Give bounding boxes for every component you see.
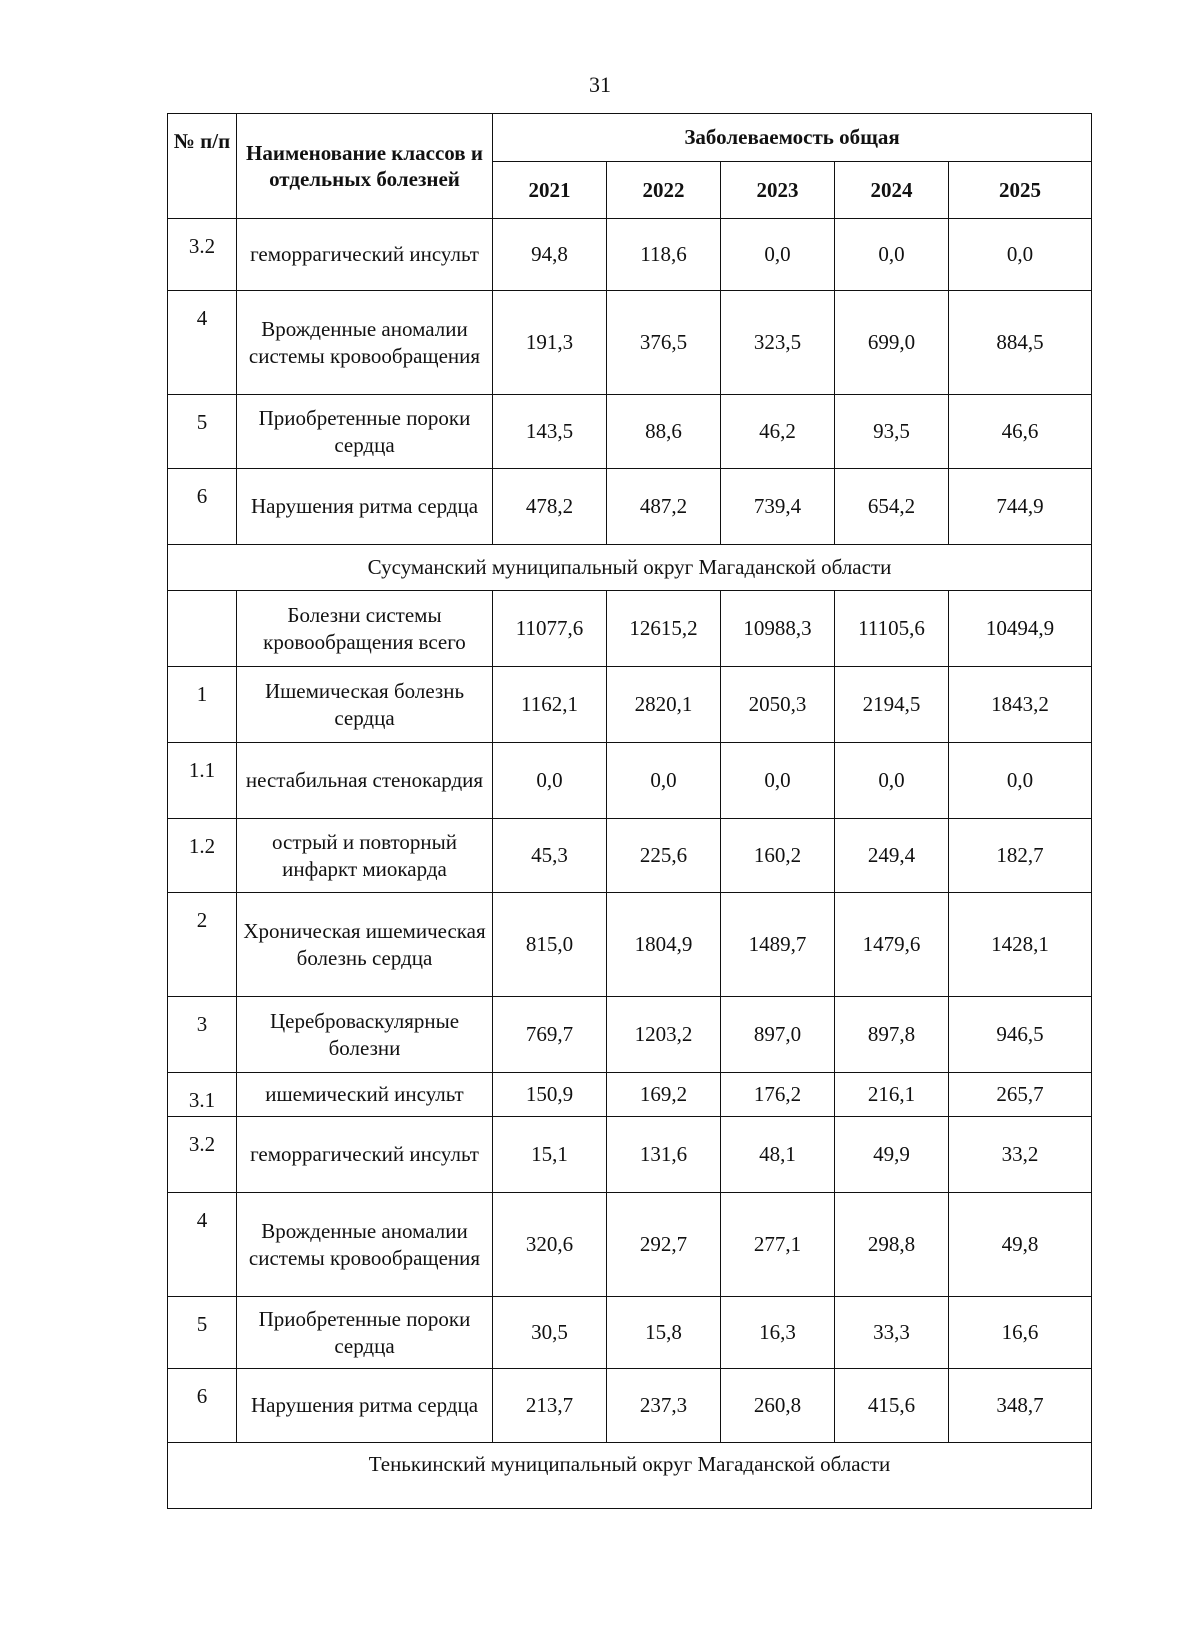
table-row	[168, 219, 1092, 291]
value-cell: 16,3	[721, 1297, 835, 1369]
table-row	[168, 1117, 1092, 1193]
value-cell: 0,0	[607, 743, 721, 819]
value-cell: 0,0	[721, 743, 835, 819]
section-title: Тенькинский муниципальный округ Магаданской области	[168, 1443, 1092, 1509]
row-number: 1.2	[168, 819, 237, 893]
value-cell: 10494,9	[949, 591, 1092, 667]
table-row	[168, 291, 1092, 395]
value-cell: 12615,2	[607, 591, 721, 667]
value-cell: 48,1	[721, 1117, 835, 1193]
value-cell: 2050,3	[721, 667, 835, 743]
row-number	[168, 591, 237, 667]
value-cell: 33,3	[835, 1297, 949, 1369]
header-num: № п/п	[168, 114, 237, 219]
value-cell: 1428,1	[949, 893, 1092, 997]
page-number: 31	[589, 72, 611, 97]
row-number: 1	[168, 667, 237, 743]
value-cell: 260,8	[721, 1369, 835, 1443]
value-cell: 182,7	[949, 819, 1092, 893]
value-cell: 176,2	[721, 1073, 835, 1117]
section-title: Сусуманский муниципальный округ Магаданской области	[168, 545, 1092, 591]
value-cell: 739,4	[721, 469, 835, 545]
value-cell: 46,2	[721, 395, 835, 469]
row-number: 3.1	[168, 1073, 237, 1117]
value-cell: 478,2	[493, 469, 607, 545]
disease-name: Болезни системы кровообращения всего	[237, 591, 493, 667]
value-cell: 30,5	[493, 1297, 607, 1369]
table-row	[168, 743, 1092, 819]
value-cell: 213,7	[493, 1369, 607, 1443]
disease-name: Врожденные аномалии системы кровообращения	[237, 1193, 493, 1297]
value-cell: 0,0	[949, 219, 1092, 291]
disease-name: Врожденные аномалии системы кровообращения	[237, 291, 493, 395]
table-row	[168, 1193, 1092, 1297]
value-cell: 415,6	[835, 1369, 949, 1443]
value-cell: 487,2	[607, 469, 721, 545]
value-cell: 897,8	[835, 997, 949, 1073]
value-cell: 118,6	[607, 219, 721, 291]
disease-name: ишемический инсульт	[237, 1073, 493, 1117]
value-cell: 1203,2	[607, 997, 721, 1073]
disease-name: острый и повторный инфаркт миокарда	[237, 819, 493, 893]
value-cell: 46,6	[949, 395, 1092, 469]
value-cell: 93,5	[835, 395, 949, 469]
value-cell: 15,1	[493, 1117, 607, 1193]
value-cell: 160,2	[721, 819, 835, 893]
disease-name: Приобретенные пороки сердца	[237, 1297, 493, 1369]
row-number: 6	[168, 469, 237, 545]
value-cell: 216,1	[835, 1073, 949, 1117]
value-cell: 10988,3	[721, 591, 835, 667]
disease-name: геморрагический инсульт	[237, 1117, 493, 1193]
row-number: 5	[168, 1297, 237, 1369]
value-cell: 884,5	[949, 291, 1092, 395]
row-number: 6	[168, 1369, 237, 1443]
value-cell: 946,5	[949, 997, 1092, 1073]
value-cell: 15,8	[607, 1297, 721, 1369]
value-cell: 169,2	[607, 1073, 721, 1117]
table-row	[168, 819, 1092, 893]
value-cell: 237,3	[607, 1369, 721, 1443]
table-row	[168, 1369, 1092, 1443]
value-cell: 699,0	[835, 291, 949, 395]
row-number: 2	[168, 893, 237, 997]
value-cell: 292,7	[607, 1193, 721, 1297]
value-cell: 2194,5	[835, 667, 949, 743]
value-cell: 815,0	[493, 893, 607, 997]
value-cell: 131,6	[607, 1117, 721, 1193]
value-cell: 277,1	[721, 1193, 835, 1297]
value-cell: 348,7	[949, 1369, 1092, 1443]
row-number: 3.2	[168, 219, 237, 291]
section-row	[168, 545, 1092, 591]
value-cell: 49,8	[949, 1193, 1092, 1297]
disease-name: Цереброваскулярные болезни	[237, 997, 493, 1073]
disease-name: геморрагический инсульт	[237, 219, 493, 291]
header-year: 2021	[493, 162, 607, 219]
disease-name: Приобретенные пороки сердца	[237, 395, 493, 469]
table-row	[168, 469, 1092, 545]
value-cell: 11077,6	[493, 591, 607, 667]
table-row	[168, 997, 1092, 1073]
table-row	[168, 1297, 1092, 1369]
value-cell: 1162,1	[493, 667, 607, 743]
row-number: 3	[168, 997, 237, 1073]
value-cell: 1489,7	[721, 893, 835, 997]
value-cell: 49,9	[835, 1117, 949, 1193]
value-cell: 0,0	[835, 219, 949, 291]
value-cell: 323,5	[721, 291, 835, 395]
value-cell: 191,3	[493, 291, 607, 395]
value-cell: 88,6	[607, 395, 721, 469]
value-cell: 94,8	[493, 219, 607, 291]
header-year: 2024	[835, 162, 949, 219]
value-cell: 2820,1	[607, 667, 721, 743]
row-number: 3.2	[168, 1117, 237, 1193]
disease-name: нестабильная стенокардия	[237, 743, 493, 819]
value-cell: 320,6	[493, 1193, 607, 1297]
section-row	[168, 1443, 1092, 1509]
value-cell: 33,2	[949, 1117, 1092, 1193]
value-cell: 225,6	[607, 819, 721, 893]
row-number: 1.1	[168, 743, 237, 819]
header-name: Наименование классов и отдельных болезней	[237, 114, 493, 219]
header-year: 2023	[721, 162, 835, 219]
disease-name: Хроническая ишемическая болезнь сердца	[237, 893, 493, 997]
value-cell: 376,5	[607, 291, 721, 395]
disease-name: Нарушения ритма сердца	[237, 469, 493, 545]
disease-name: Нарушения ритма сердца	[237, 1369, 493, 1443]
morbidity-table	[167, 113, 1092, 1509]
table-body	[168, 219, 1092, 1509]
value-cell: 0,0	[835, 743, 949, 819]
header-year: 2025	[949, 162, 1092, 219]
table-row	[168, 591, 1092, 667]
table-row	[168, 395, 1092, 469]
value-cell: 1479,6	[835, 893, 949, 997]
value-cell: 769,7	[493, 997, 607, 1073]
value-cell: 744,9	[949, 469, 1092, 545]
value-cell: 150,9	[493, 1073, 607, 1117]
table-row	[168, 1073, 1092, 1117]
value-cell: 1843,2	[949, 667, 1092, 743]
value-cell: 143,5	[493, 395, 607, 469]
value-cell: 897,0	[721, 997, 835, 1073]
header-year: 2022	[607, 162, 721, 219]
header-row-top	[168, 114, 1092, 162]
value-cell: 1804,9	[607, 893, 721, 997]
value-cell: 654,2	[835, 469, 949, 545]
value-cell: 45,3	[493, 819, 607, 893]
row-number: 5	[168, 395, 237, 469]
value-cell: 0,0	[949, 743, 1092, 819]
value-cell: 265,7	[949, 1073, 1092, 1117]
value-cell: 0,0	[721, 219, 835, 291]
row-number: 4	[168, 1193, 237, 1297]
value-cell: 11105,6	[835, 591, 949, 667]
value-cell: 16,6	[949, 1297, 1092, 1369]
value-cell: 249,4	[835, 819, 949, 893]
table-row	[168, 667, 1092, 743]
header-group: Заболеваемость общая	[493, 114, 1092, 162]
table-row	[168, 893, 1092, 997]
value-cell: 298,8	[835, 1193, 949, 1297]
row-number: 4	[168, 291, 237, 395]
disease-name: Ишемическая болезнь сердца	[237, 667, 493, 743]
value-cell: 0,0	[493, 743, 607, 819]
